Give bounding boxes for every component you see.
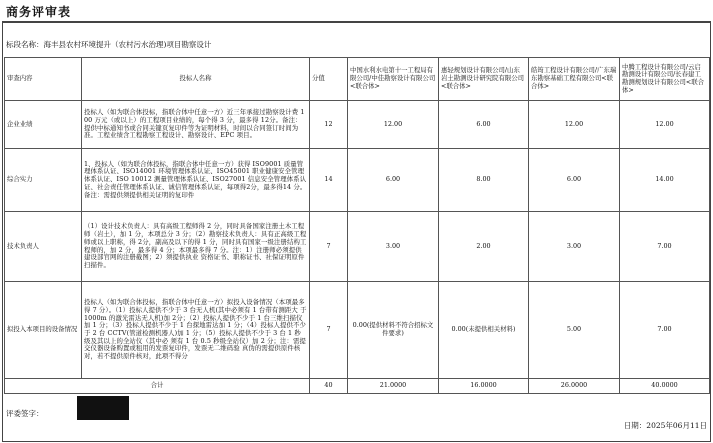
row-value: 12.00 bbox=[348, 101, 439, 149]
row-value: 14.00 bbox=[620, 149, 710, 212]
sign-label: 评委签字： bbox=[6, 409, 44, 418]
row-item: 拟投入本项目的设备情况 bbox=[5, 282, 82, 379]
row-score: 14 bbox=[310, 149, 348, 212]
row-value: 0.00(未提供相关材料) bbox=[439, 282, 529, 379]
date-label: 日期：2025年06月11日 bbox=[623, 421, 707, 430]
row-value: 6.00 bbox=[348, 149, 439, 212]
review-table bbox=[4, 57, 710, 394]
total-value: 40.0000 bbox=[620, 379, 710, 394]
row-score: 7 bbox=[310, 212, 348, 282]
row-score: 7 bbox=[310, 282, 348, 379]
total-value: 16.0000 bbox=[439, 379, 529, 394]
total-value: 26.0000 bbox=[529, 379, 620, 394]
row-description: （1）设计技术负责人：具有高级工程师得 2 分，同时具备国家注册土木工程师（岩土），加 1 分，本项总分 3 分；（2）勘察技术负责人：具有正高级工程师或以上职称，得 2分，副高及以下的得 1 分，同时具有国家一级注册结构工程师的，加 2 分，最多得 4 分；本项最多得 7 分。注：1）注册师必须提供建设部官网的注册截图；2）须提供执业 资格证书、职称证书、社保证明原件扫描件。 bbox=[82, 212, 310, 282]
company-header: 中国水利水电第十一工程局有限公司/中佳勘察设计有限公司<联合体> bbox=[348, 58, 439, 101]
row-value: 6.00 bbox=[439, 101, 529, 149]
table-row bbox=[5, 149, 710, 212]
row-value: 0.00(提供材料不符合招标文件要求) bbox=[348, 282, 439, 379]
row-value: 2.00 bbox=[439, 212, 529, 282]
header-score: 分值 bbox=[310, 58, 348, 101]
row-item: 技术负责人 bbox=[5, 212, 82, 282]
total-score: 40 bbox=[310, 379, 348, 394]
company-header: 皓筠工程设计有限公司/广东瑞东勘察基础工程有限公司<联合体> bbox=[529, 58, 620, 101]
header-row bbox=[5, 58, 710, 101]
table-row bbox=[5, 212, 710, 282]
redacted-signature bbox=[77, 396, 129, 420]
row-value: 8.00 bbox=[439, 149, 529, 212]
row-item: 企业业绩 bbox=[5, 101, 82, 149]
row-value: 12.00 bbox=[529, 101, 620, 149]
total-value: 21.0000 bbox=[348, 379, 439, 394]
row-value: 3.00 bbox=[348, 212, 439, 282]
row-description: 投标人（如为联合体投标，指联合体中任意一方）近三年承接过勘察设计费 100 万元（或以上）的工程项目业绩的，每个得 3 分，最多得 12分。备注：提供中标通知书或合同关键页复印件等为证明材料，时间以合同签订时间为准。工程业绩含工程勘察工程设计、勘察设计、EPC 项目。 bbox=[82, 101, 310, 149]
row-value: 5.00 bbox=[529, 282, 620, 379]
total-row bbox=[5, 379, 710, 394]
row-item: 综合实力 bbox=[5, 149, 82, 212]
project-line: 标段名称：海丰县农村环境提升（农村污水治理)项目勘察设计 bbox=[6, 40, 212, 49]
header-bidder: 投标人名称 bbox=[82, 58, 310, 101]
row-value: 6.00 bbox=[529, 149, 620, 212]
row-description: 1、投标人（如为联合体投标，指联合体中任意一方）获得 ISO9001 质量管理体系认证、ISO14001 环境管理体系认证、ISO45001 职业健康安全管理体系认证、ISO 10012 测量管理体系认证、ISO27001 信息安全管理体系认证、社会责任管理体系认证、诚信管理体系认证，每项得2分，最多得14 分。备注：需提供须提供相关证明的复印件 bbox=[82, 149, 310, 212]
row-value: 3.00 bbox=[529, 212, 620, 282]
table-row bbox=[5, 101, 710, 149]
row-value: 7.00 bbox=[620, 212, 710, 282]
row-description: 投标人（如为联合体投标，指联合体中任意一方）拟投入设备情况（本项最多得 7 分）。（1）投标人提供不少于 3 台无人机(其中必须有 1 台带有测距大 于 1000m 的激光雷达无人机)加 2分；（2）投标人提供不少于 1 台三维扫描仪加 1 分；（3）投标人提供不少于 1 台探地雷达加 1 分；（4）投标人提供不少于 2 台 CCTV(管道检测机器人)加 1 分；（5）投标人提供不少于 3 台 1 秒级及其以上的全站仪（其中必 须有 1 台 0.5 秒级全站仪）加 2 分；注：需提交仪器设备购置或租用的发票复印件，发票无二维码验 真伪的需提供原件核对，若不提供原件核对，此项不得分 bbox=[82, 282, 310, 379]
header-content: 审查内容 bbox=[5, 58, 82, 101]
company-header: 惠轻规划设计有限公司/山东岩土勘测设计研究院有限公司<联合体> bbox=[439, 58, 529, 101]
total-label: 合计 bbox=[5, 379, 310, 394]
row-value: 12.00 bbox=[620, 101, 710, 149]
row-score: 12 bbox=[310, 101, 348, 149]
row-value: 7.00 bbox=[620, 282, 710, 379]
company-header: 中腾工程设计有限公司/云启勘测设计有限公司/长春建工勘测规划设计有限公司<联合体> bbox=[620, 58, 710, 101]
page-title: 商务评审表 bbox=[6, 5, 72, 19]
table-row bbox=[5, 282, 710, 379]
